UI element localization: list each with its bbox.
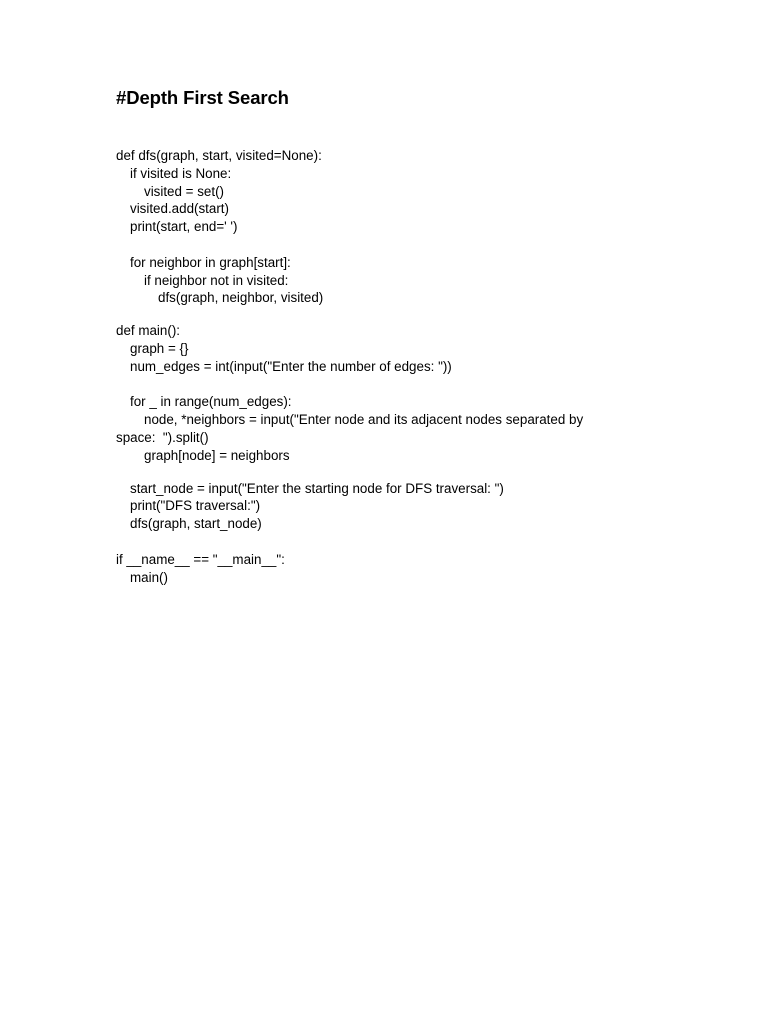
code-line: graph = {} — [130, 340, 189, 356]
code-line: print("DFS traversal:") — [130, 498, 261, 514]
blank-line — [116, 376, 656, 394]
code-line: visited = set() — [144, 183, 224, 199]
code-line: if __name__ == "__main__": — [116, 551, 285, 567]
blank-line — [116, 465, 656, 480]
code-line: def dfs(graph, start, visited=None): — [116, 148, 322, 163]
code-line: print(start, end=' ') — [130, 219, 238, 235]
code-line: main() — [130, 569, 168, 585]
code-line: if visited is None: — [130, 165, 232, 181]
code-line: for _ in range(num_edges): — [130, 394, 292, 410]
code-line: graph[node] = neighbors — [144, 447, 290, 463]
code-line: dfs(graph, start_node) — [130, 516, 262, 532]
code-line: def main(): — [116, 323, 180, 339]
code-line: dfs(graph, neighbor, visited) — [158, 290, 324, 306]
code-line: node, *neighbors = input("Enter node and its adjacent nodes separated by — [144, 412, 584, 428]
code-line: num_edges = int(input("Enter the number of edges: ")) — [130, 358, 452, 374]
code-line: space: ").split() — [116, 429, 209, 445]
code-line: for neighbor in graph[start]: — [130, 254, 291, 270]
blank-line — [116, 533, 656, 551]
document-title: #Depth First Search — [116, 87, 289, 108]
blank-line — [116, 307, 656, 322]
code-line: if neighbor not in visited: — [144, 272, 289, 288]
code-line: start_node = input("Enter the starting node for DFS traversal: ") — [130, 480, 504, 496]
code-block — [116, 147, 656, 586]
blank-line — [116, 236, 656, 254]
code-line: visited.add(start) — [130, 201, 229, 217]
